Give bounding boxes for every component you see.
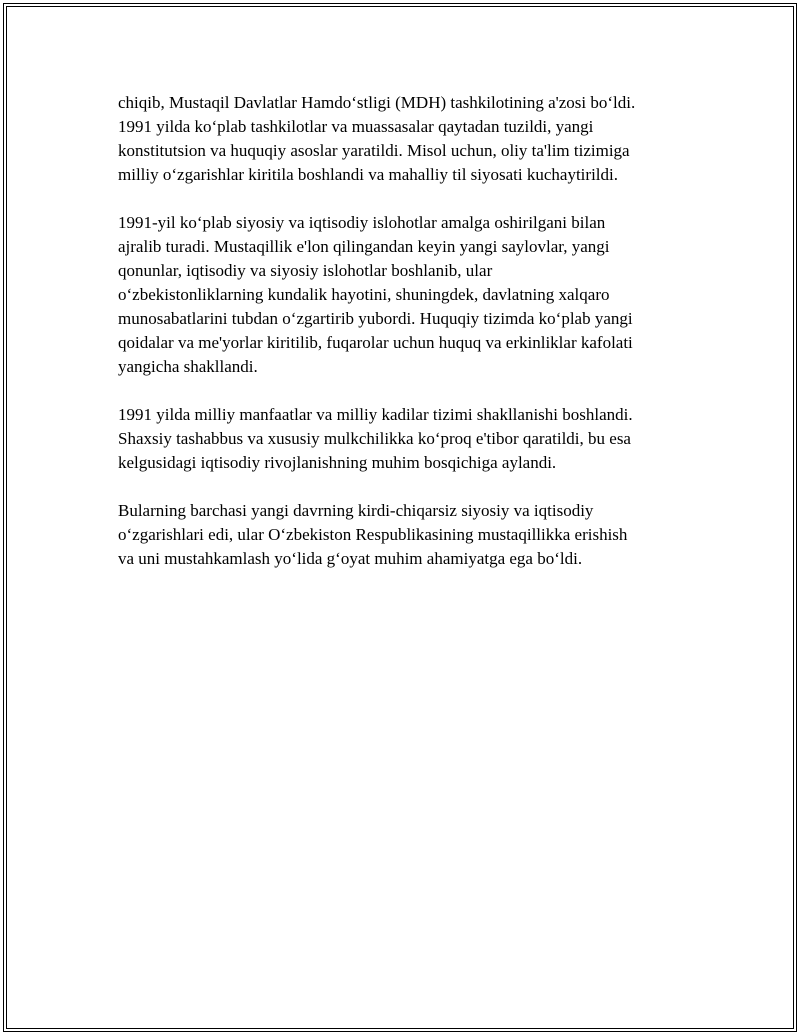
paragraph-3: 1991 yilda milliy manfaatlar va milliy kadilar tizimi shakllanishi boshlandi. Shaxsiy tashabbus va xususiy mulkchilikka ko‘proq e'tibor qaratildi, bu esa kelgusidagi iqtisodiy rivojlanishning muhim bosqichiga aylandi. <box>118 405 633 472</box>
paragraph-4: Bularning barchasi yangi davrning kirdi-chiqarsiz siyosiy va iqtisodiy o‘zgarishlari edi, ular O‘zbekiston Respublikasining mustaqillikka erishish va uni mustahkamlash yo‘lida g‘oyat muhim ahamiyatga ega bo‘ldi. <box>118 501 628 568</box>
document-body <box>118 91 698 595</box>
paragraph-1: chiqib, Mustaqil Davlatlar Hamdo‘stligi (MDH) tashkilotining a'zosi bo‘ldi. 1991 yilda ko‘plab tashkilotlar va muassasalar qaytadan tuzildi, yangi konstitutsion va huquqiy asoslar yaratildi. Misol uchun, oliy ta'lim tizimiga milliy o‘zgarishlar kiritila boshlandi va mahalliy til siyosati kuchaytirildi. <box>118 93 636 184</box>
paragraph-2: 1991-yil ko‘plab siyosiy va iqtisodiy islohotlar amalga oshirilgani bilan ajralib turadi. Mustaqillik e'lon qilingandan keyin yangi saylovlar, yangi qonunlar, iqtisodiy va siyosiy islohotlar boshlanib, ular o‘zbekistonliklarning kundalik hayotini, shuningdek, davlatning xalqaro munosabatlarini tubdan o‘zgartirib yubordi. Huquqiy tizimda ko‘plab yangi qoidalar va me'yorlar kiritilib, fuqarolar uchun huquq va erkinliklar kafolati yangicha shakllandi. <box>118 213 633 376</box>
